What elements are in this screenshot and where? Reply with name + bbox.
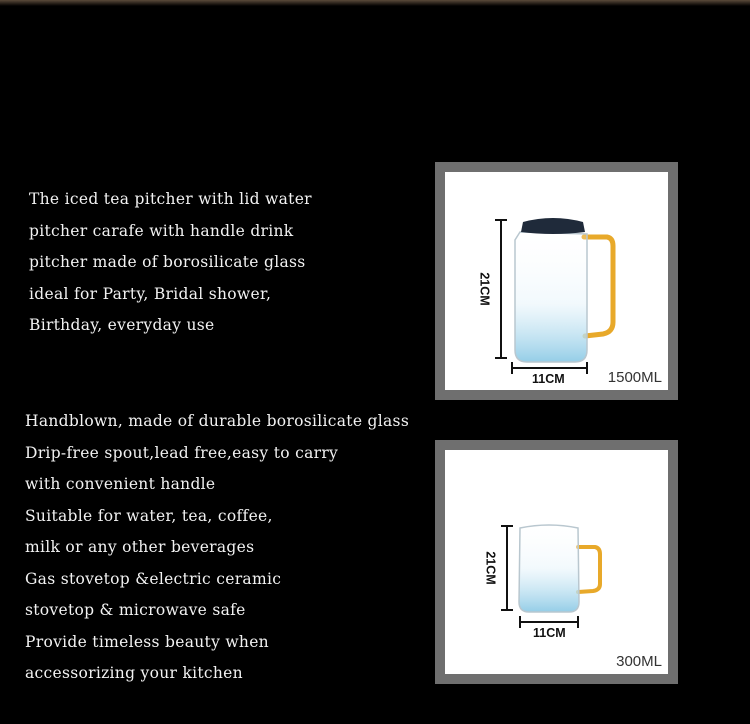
intro-line: pitcher made of borosilicate glass: [29, 253, 306, 271]
handle-amber: [584, 237, 613, 336]
feature-line: Gas stovetop &electric ceramic: [25, 569, 282, 588]
product-card-small: [435, 440, 678, 684]
feature-line: Provide timeless beauty when: [25, 632, 269, 651]
width-label: 11CM: [533, 626, 566, 640]
feature-list: [25, 406, 409, 690]
feature-line: with convenient handle: [25, 475, 216, 493]
pitcher-lid: [521, 218, 585, 234]
capacity-label: 300ML: [616, 653, 662, 670]
intro-line: pitcher carafe with handle drink: [29, 221, 294, 240]
feature-line: Handblown, made of durable borosilicate glass: [25, 412, 410, 430]
intro-line: The iced tea pitcher with lid water: [29, 190, 312, 208]
height-label: 21CM: [483, 551, 498, 585]
feature-line: Suitable for water, tea, coffee,: [25, 506, 273, 525]
width-label: 11CM: [532, 372, 565, 386]
feature-line: stovetop & microwave safe: [25, 601, 246, 619]
top-edge-gradient: [0, 0, 750, 6]
product-image-large: [445, 172, 668, 390]
feature-line: Drip-free spout,lead free,easy to carry: [25, 443, 339, 462]
intro-line: Birthday, everyday use: [29, 316, 215, 334]
glass-body: [515, 232, 587, 362]
height-label: 21CM: [477, 272, 492, 306]
product-card-large: [435, 162, 678, 400]
product-image-small: [445, 450, 668, 674]
mug-small-illustration: [445, 450, 668, 674]
handle-amber: [578, 547, 600, 592]
intro-line: ideal for Party, Bridal shower,: [29, 284, 272, 303]
feature-line: milk or any other beverages: [25, 538, 255, 556]
feature-line: accessorizing your kitchen: [25, 664, 243, 682]
glass-body: [519, 525, 579, 612]
capacity-label: 1500ML: [607, 369, 662, 386]
intro-description: [29, 184, 312, 342]
